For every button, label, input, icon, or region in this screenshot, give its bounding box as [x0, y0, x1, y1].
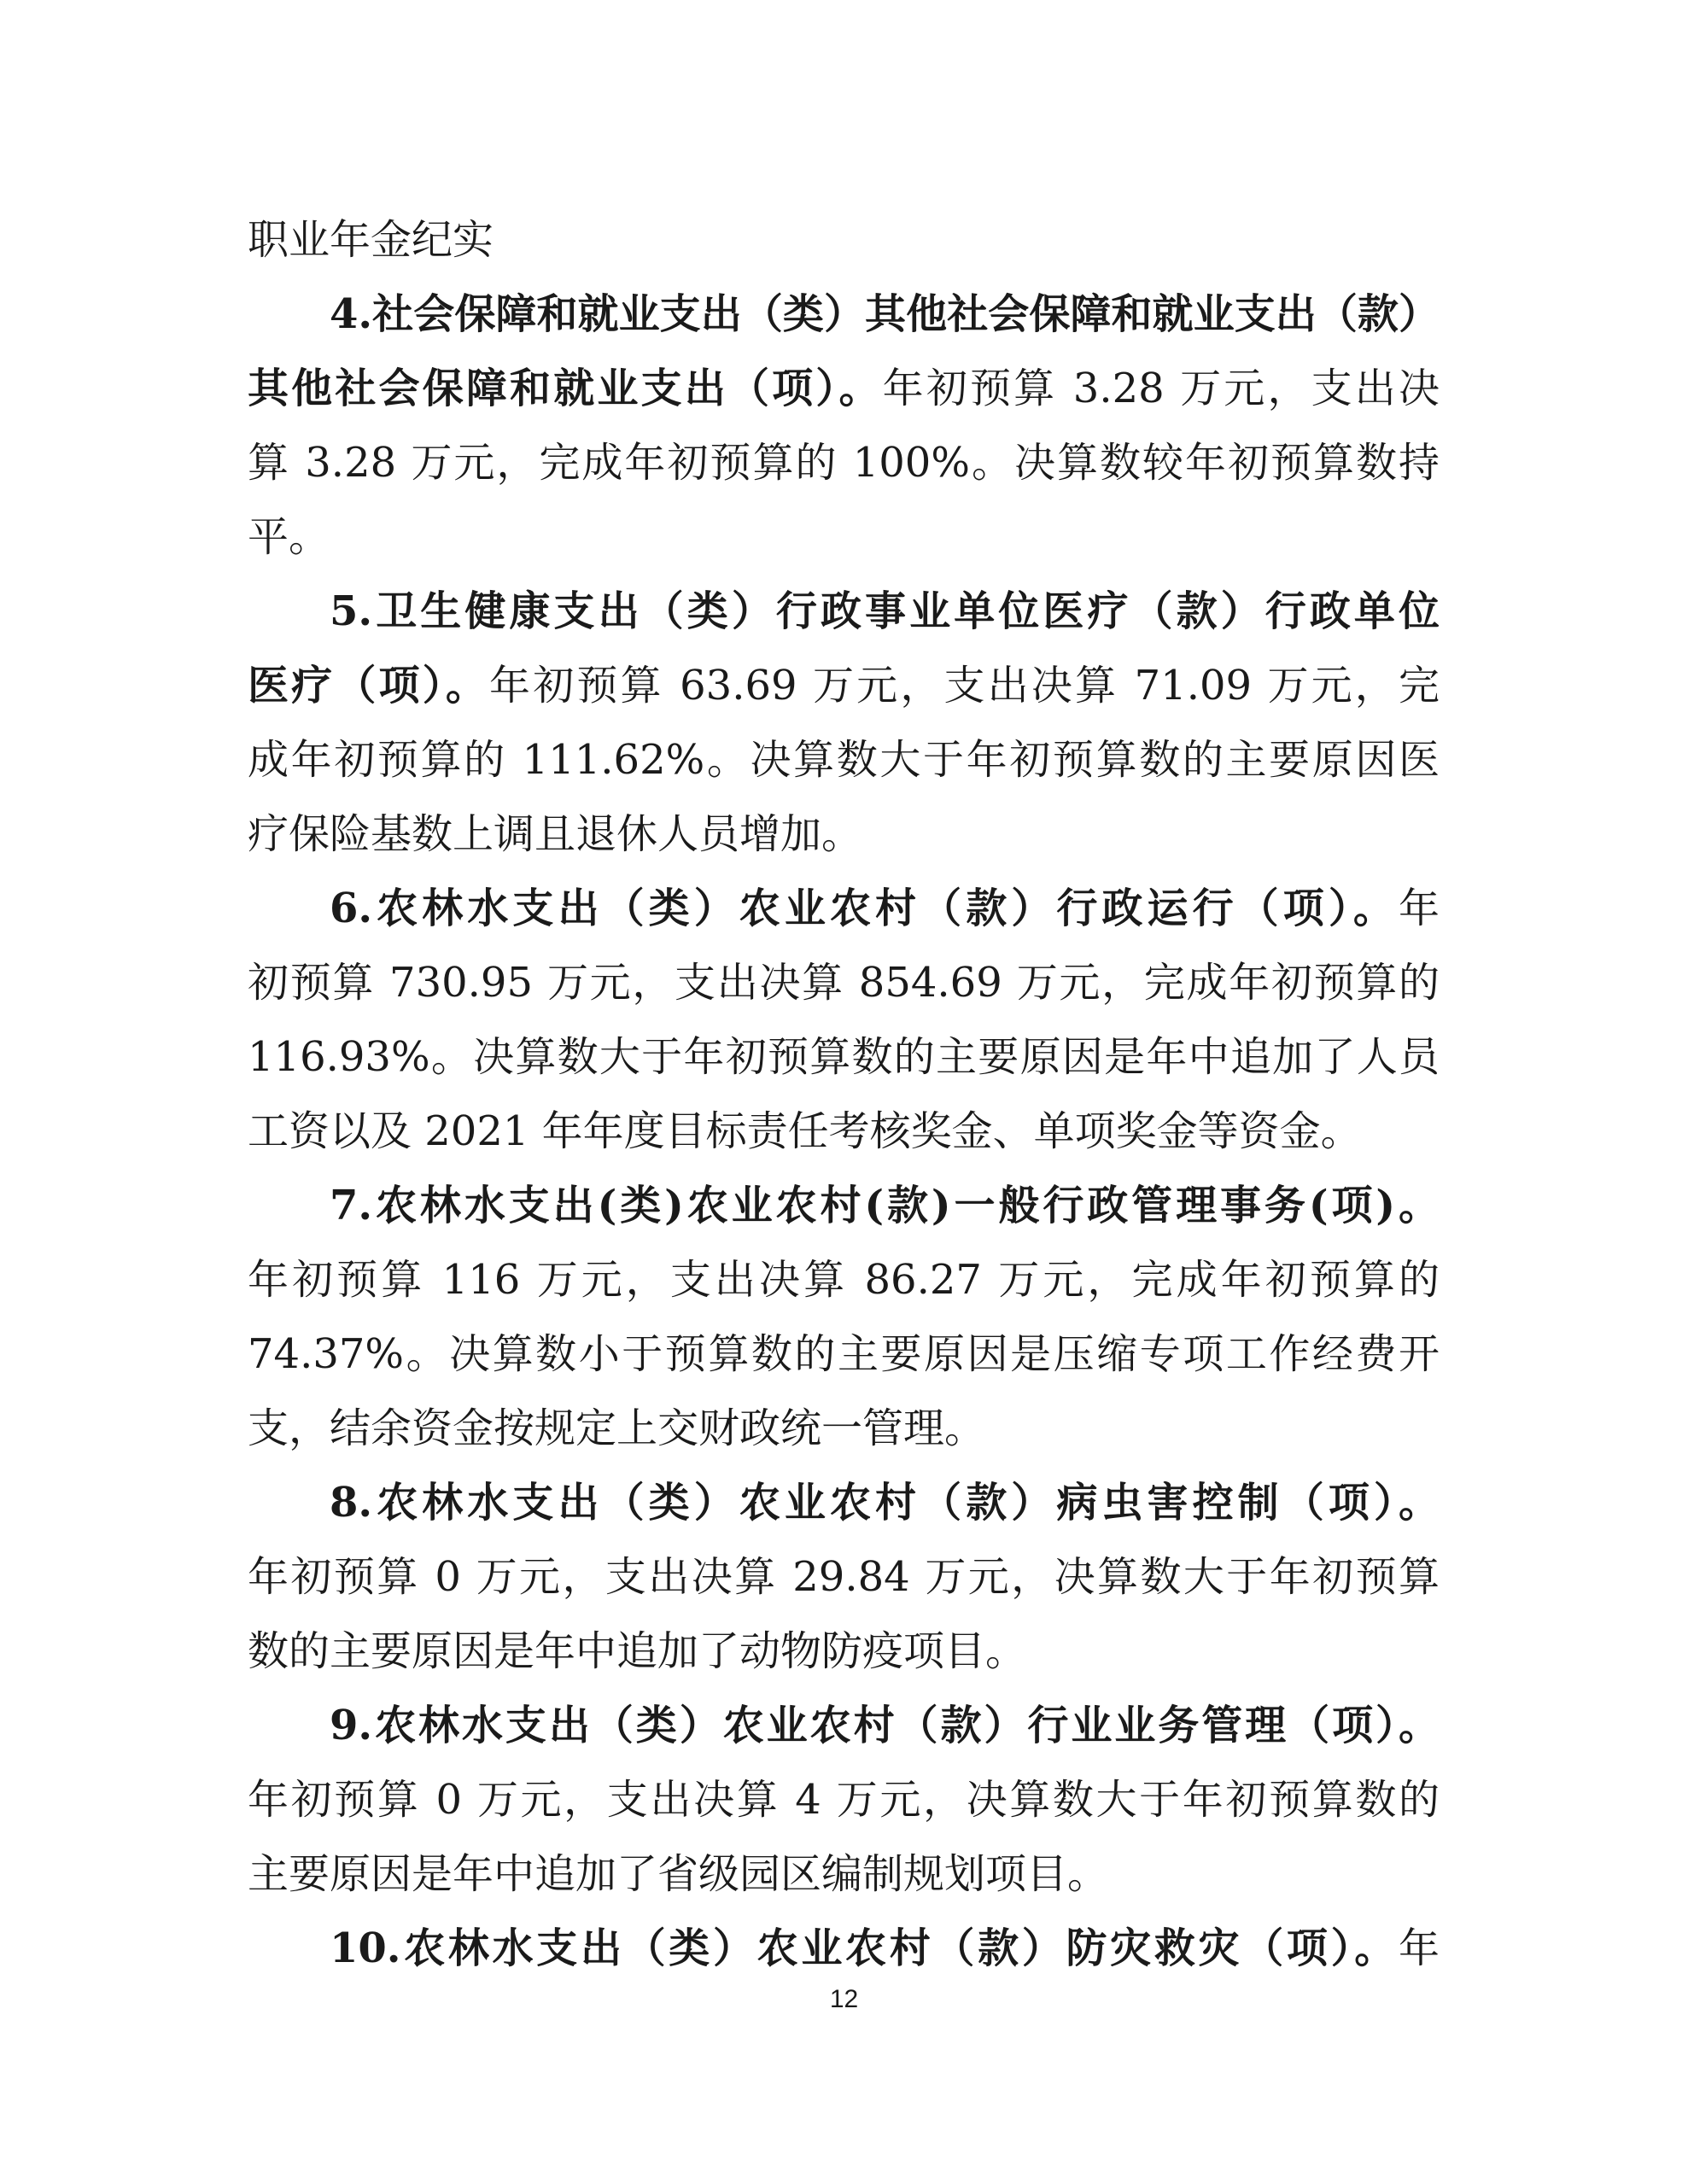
item-4-line-3: 算 3.28 万元，完成年初预算的 100%。决算数较年初预算数持 [248, 439, 1440, 487]
document-body [248, 203, 1440, 1986]
item-4-heading: 4.社会保障和就业支出（类）其他社会保障和就业支出（款） [330, 290, 1440, 338]
item-6-line-2: 初预算 730.95 万元，支出决算 854.69 万元，完成年初预算的 [248, 959, 1440, 1007]
item-6-line-4: 工资以及 2021 年年度目标责任考核奖金、单项奖金等资金。 [248, 1107, 1362, 1155]
item-7-heading: 7.农林水支出(类)农业农村(款)一般行政管理事务(项)。 [330, 1182, 1440, 1229]
item-9-line-3: 主要原因是年中追加了省级园区编制规划项目。 [248, 1850, 1109, 1898]
text-line-1: 职业年金纪实 [248, 216, 494, 264]
item-7-line-3: 74.37%。决算数小于预算数的主要原因是压缩专项工作经费开 [248, 1330, 1440, 1378]
item-9-line-2: 年初预算 0 万元，支出决算 4 万元，决算数大于年初预算数的 [248, 1776, 1440, 1824]
item-5-heading: 5.卫生健康支出（类）行政事业单位医疗（款）行政单位 [330, 587, 1440, 635]
item-6-line-3: 116.93%。决算数大于年初预算数的主要原因是年中追加了人员 [248, 1033, 1440, 1081]
item-8-line-2: 年初预算 0 万元，支出决算 29.84 万元，决算数大于年初预算 [248, 1553, 1440, 1601]
item-8-line-3: 数的主要原因是年中追加了动物防疫项目。 [248, 1627, 1027, 1675]
item-6-heading: 6.农林水支出（类）农业农村（款）行政运行（项）。年 [330, 885, 1440, 932]
item-10-heading: 10.农林水支出（类）农业农村（款）防灾救灾（项）。年 [330, 1924, 1440, 1972]
item-4-line-4: 平。 [248, 513, 330, 561]
page-number: 12 [829, 1985, 859, 2013]
item-4-line-2: 其他社会保障和就业支出（项）。年初预算 3.28 万元，支出决 [248, 365, 1440, 412]
item-7-line-2: 年初预算 116 万元，支出决算 86.27 万元，完成年初预算的 [248, 1256, 1440, 1304]
item-7-line-4: 支，结余资金按规定上交财政统一管理。 [248, 1404, 986, 1452]
item-5-line-2: 医疗（项）。年初预算 63.69 万元，支出决算 71.09 万元，完 [248, 662, 1440, 710]
item-5-line-4: 疗保险基数上调且退休人员增加。 [248, 810, 863, 858]
item-9-heading: 9.农林水支出（类）农业农村（款）行业业务管理（项）。 [330, 1702, 1440, 1749]
item-5-line-3: 成年初预算的 111.62%。决算数大于年初预算数的主要原因医 [248, 736, 1440, 784]
item-8-heading: 8.农林水支出（类）农业农村（款）病虫害控制（项）。 [330, 1479, 1440, 1527]
